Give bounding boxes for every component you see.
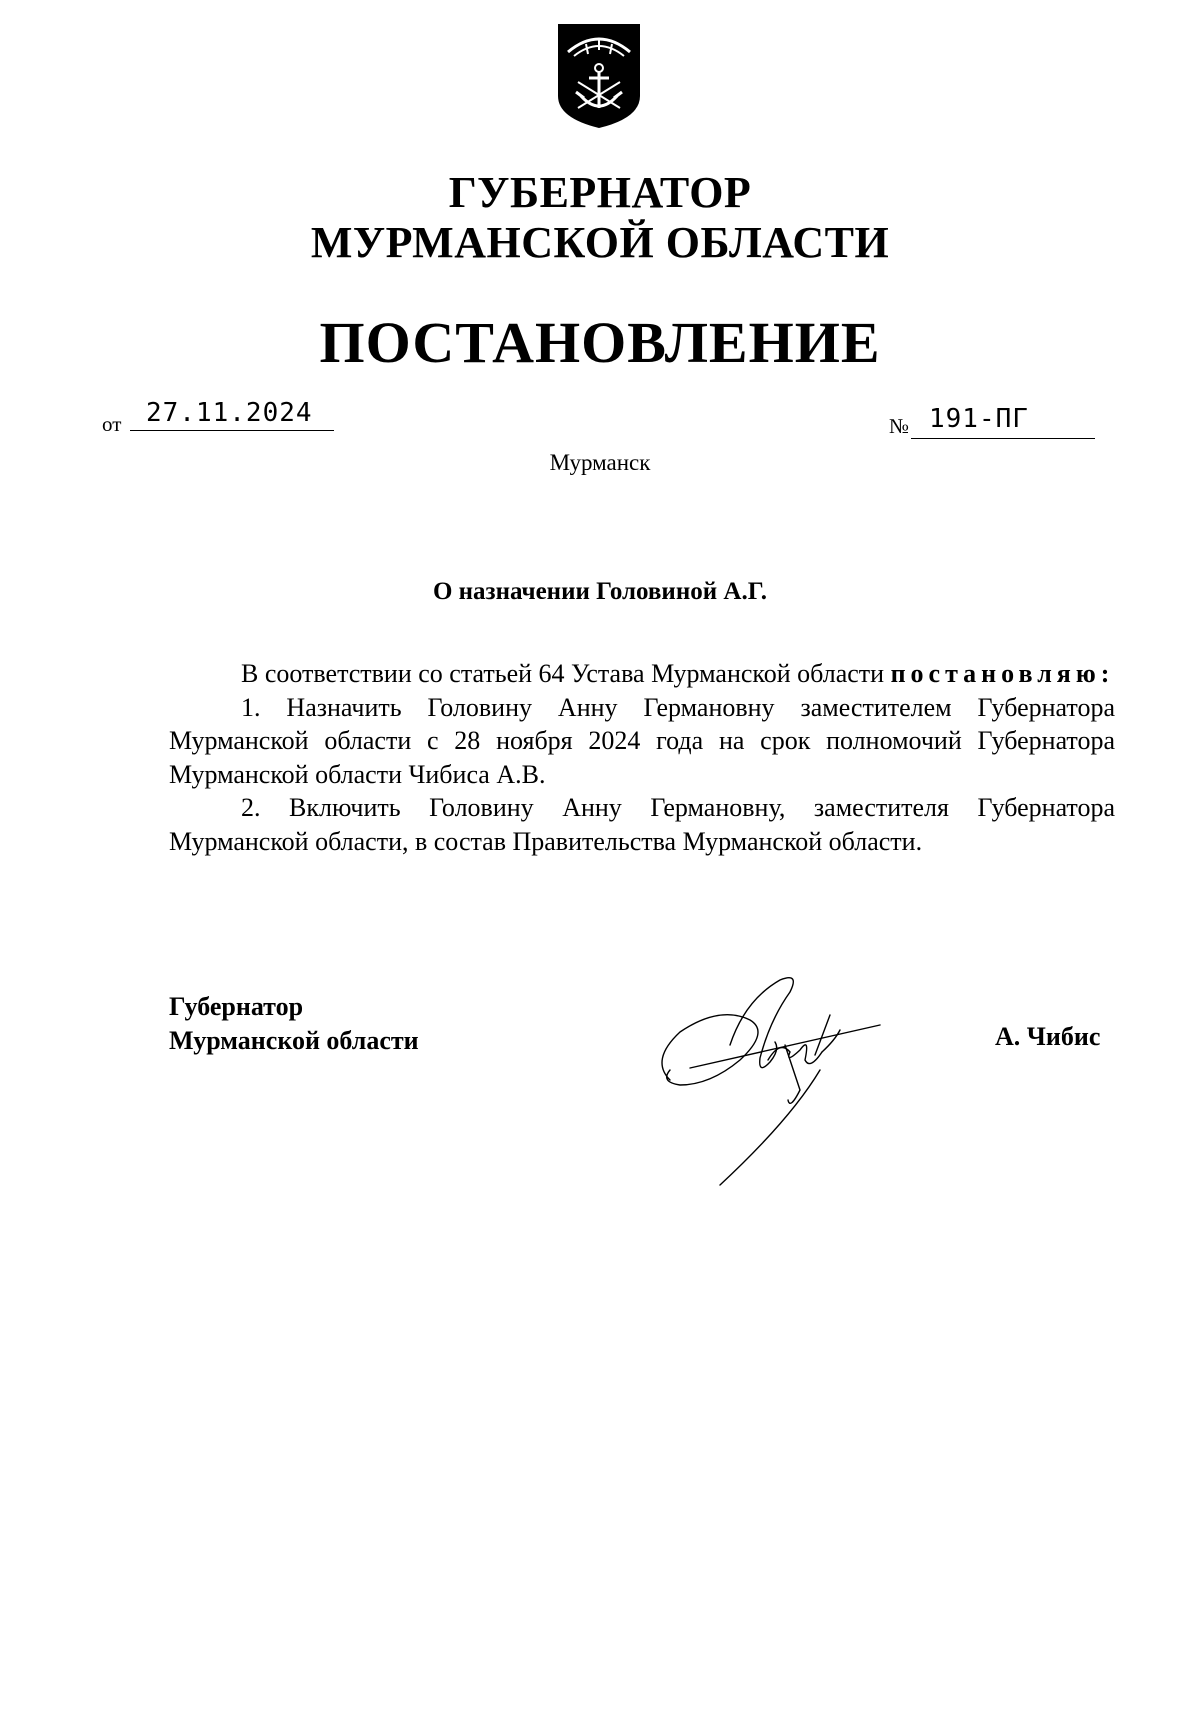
number-field	[889, 402, 1099, 436]
number-prefix: №	[889, 414, 910, 438]
city: Мурманск	[549, 450, 651, 475]
signatory-title	[169, 990, 419, 1058]
org-title-line1: ГУБЕРНАТОР	[448, 168, 752, 217]
coat-of-arms-icon	[556, 22, 642, 130]
signatory-name: А. Чибис	[995, 1022, 1101, 1051]
item-1: 1. Назначить Головину Анну Германовну заместителем Губернатора Мурманской области с 28 ноября 2024 года на срок полномочий Губернатора Мурманской области Чибиса А.В.	[169, 692, 1115, 789]
intro-text: В соответствии со статьей 64 Устава Мурманской области	[241, 659, 885, 688]
date-prefix: от	[102, 412, 122, 436]
date-underline	[130, 430, 334, 431]
document-body	[169, 657, 1115, 858]
item-2: 2. Включить Головину Анну Германовну, заместителя Губернатора Мурманской области, в состав Правительства Мурманской области.	[169, 793, 1115, 856]
signature-icon	[650, 960, 890, 1200]
signatory-title-line1: Губернатор	[169, 992, 304, 1021]
date-value: 27.11.2024	[146, 398, 313, 428]
date-field	[102, 398, 342, 436]
document-type: ПОСТАНОВЛЕНИЕ	[319, 310, 881, 375]
decree-word: постановляю:	[890, 659, 1115, 688]
number-underline	[911, 438, 1095, 439]
document-subject: О назначении Головиной А.Г.	[432, 578, 768, 605]
org-title-line2: МУРМАНСКОЙ ОБЛАСТИ	[310, 218, 890, 267]
number-value: 191-ПГ	[929, 404, 1029, 434]
intro-paragraph	[169, 657, 1115, 691]
signatory-title-line2: Мурманской области	[169, 1026, 419, 1055]
